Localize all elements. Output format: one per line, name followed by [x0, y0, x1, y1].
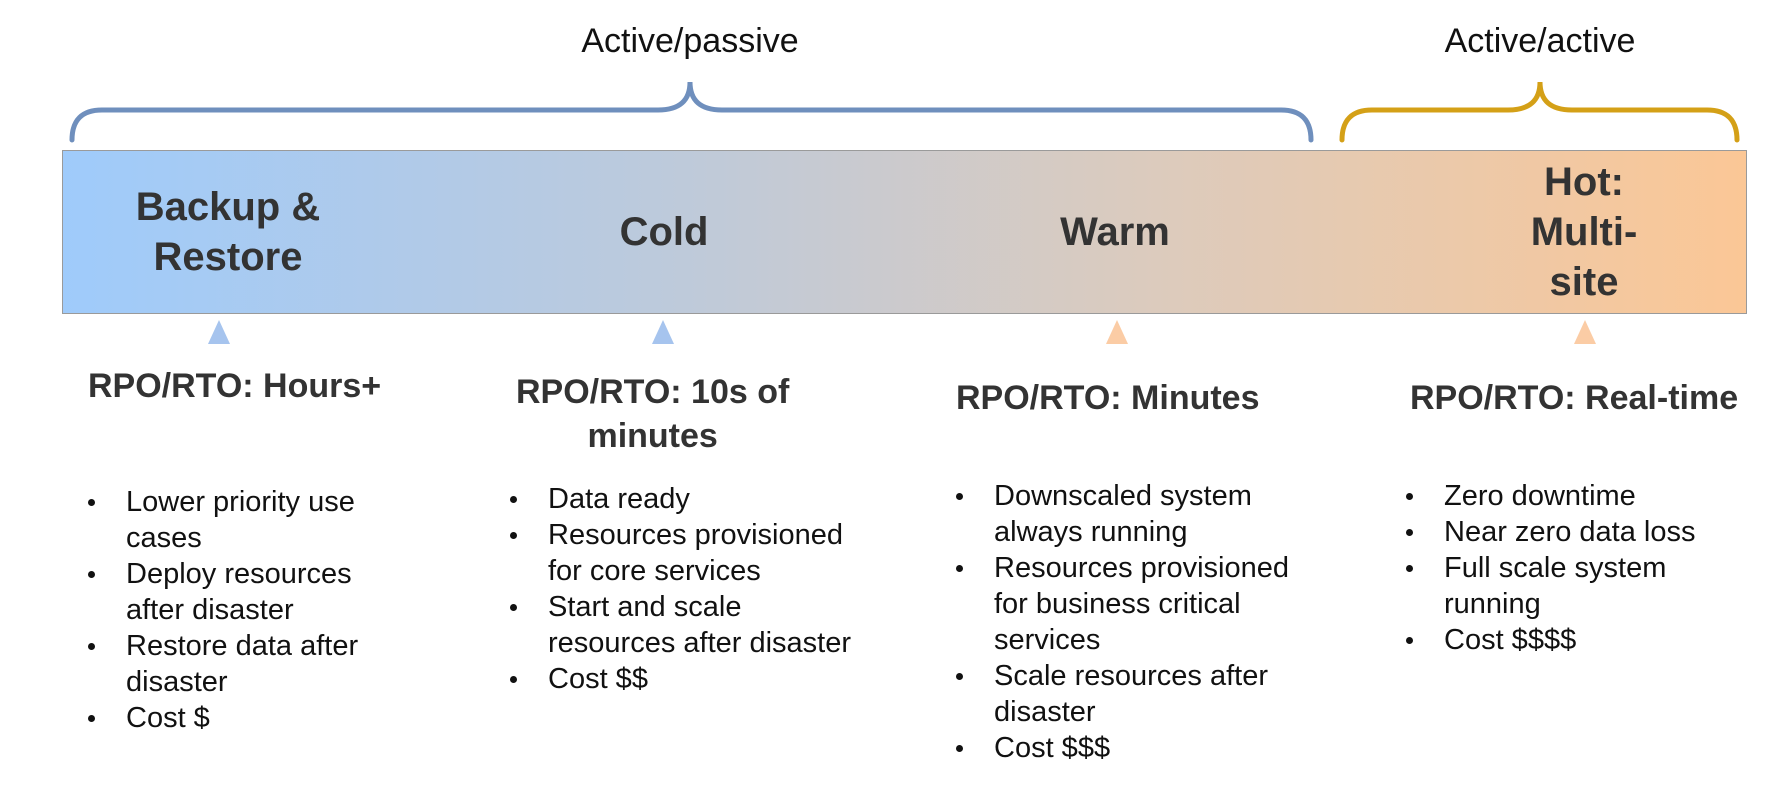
bullet-list-hot-multisite	[1404, 478, 1695, 658]
list-item: Lower priority use cases	[86, 484, 358, 556]
list-item: Cost $	[86, 700, 358, 736]
rpo-rto-cold: RPO/RTO: 10s of minutes	[516, 373, 790, 455]
list-item: Full scale system running	[1404, 550, 1695, 622]
tier-name-cold: Cold	[619, 210, 709, 254]
rpo-rto-hot-multisite: RPO/RTO: Real-time	[1410, 379, 1739, 417]
active-passive-bracket	[72, 82, 1311, 140]
active-active-label: Active/active	[1444, 22, 1636, 60]
list-item: Deploy resources after disaster	[86, 556, 358, 628]
pointer-arrow-icon	[1574, 320, 1596, 344]
bullet-list-warm	[954, 478, 1289, 766]
list-item: Near zero data loss	[1404, 514, 1695, 550]
list-item: Downscaled system always running	[954, 478, 1289, 550]
pointer-arrow-icon	[208, 320, 230, 344]
list-item: Zero downtime	[1404, 478, 1695, 514]
tier-name-hot-multisite: Hot: Multi-site	[1530, 160, 1638, 304]
list-item: Cost $$$$	[1404, 622, 1695, 658]
tier-name-warm: Warm	[1060, 210, 1170, 254]
active-active-bracket	[1342, 82, 1737, 140]
list-item: Cost $$$	[954, 730, 1289, 766]
active-passive-label: Active/passive	[581, 22, 799, 60]
list-item: Cost $$	[508, 661, 851, 697]
list-item: Resources provisioned for business critical services	[954, 550, 1289, 658]
rpo-rto-warm: RPO/RTO: Minutes	[956, 379, 1260, 417]
list-item: Restore data after disaster	[86, 628, 358, 700]
list-item: Start and scale resources after disaster	[508, 589, 851, 661]
list-item: Data ready	[508, 481, 851, 517]
pointer-arrow-icon	[652, 320, 674, 344]
list-item: Scale resources after disaster	[954, 658, 1289, 730]
dr-strategy-spectrum-bar	[62, 150, 1747, 314]
bullet-list-cold	[508, 481, 851, 697]
list-item: Resources provisioned for core services	[508, 517, 851, 589]
bullet-list-backup-restore	[86, 484, 358, 736]
rpo-rto-backup-restore: RPO/RTO: Hours+	[88, 367, 382, 405]
tier-name-backup-restore: Backup & Restore	[135, 185, 321, 279]
pointer-arrow-icon	[1106, 320, 1128, 344]
